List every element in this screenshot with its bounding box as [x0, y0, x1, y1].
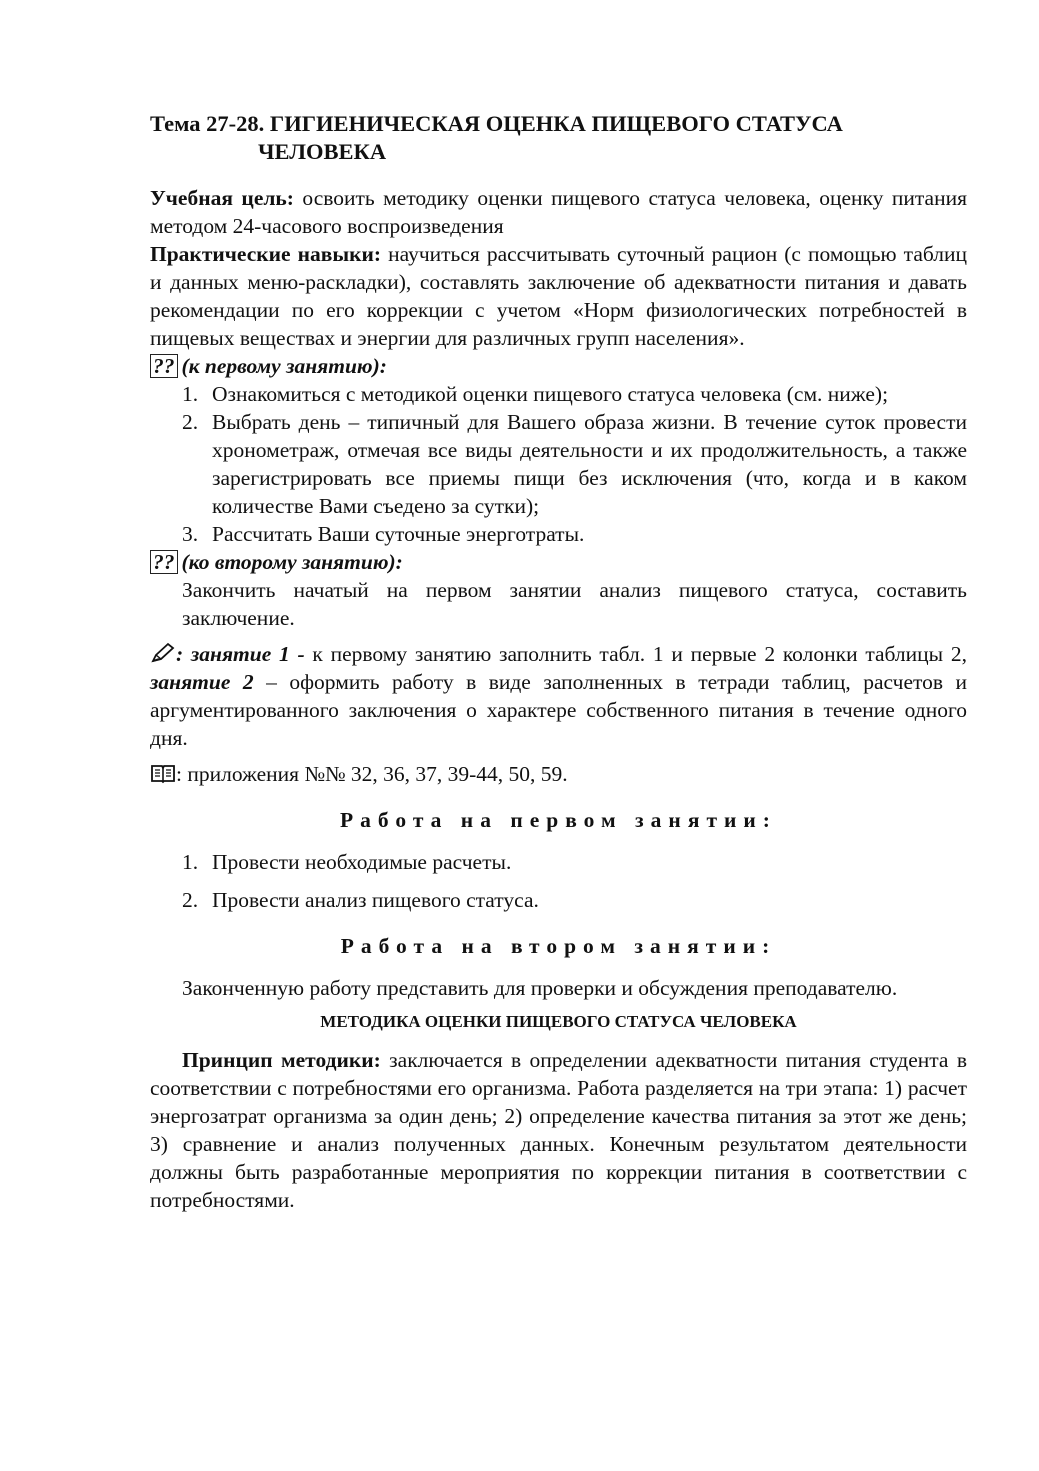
method-paragraph	[150, 1046, 967, 1214]
task-text-2: – оформить работу в виде заполненных в тетради таблиц, расчетов и аргументированного заключения о характере собственного питания в течение одного дня.	[150, 670, 968, 750]
task-text-1: к первому занятию заполнить табл. 1 и первые 2 колонки таблицы 2,	[304, 642, 967, 666]
work-first-list	[150, 848, 967, 914]
goal-label: Учебная цель:	[150, 186, 294, 210]
goal-paragraph	[150, 184, 967, 240]
list-item	[150, 886, 967, 914]
skills-text: научиться рассчитывать суточный рацион (с помощью таблиц и данных меню-раскладки), составлять заключение об адекватности питания и давать рекомендации по его коррекции с учетом «Норм физиологических потребностей в пищевых веществах и энергии для различных групп населения».	[150, 242, 968, 350]
list-item-text: Ознакомиться с методикой оценки пищевого статуса человека (см. ниже);	[212, 382, 889, 406]
list-item-number: 2.	[182, 888, 199, 912]
book-icon	[150, 762, 176, 784]
title-line-2: ЧЕЛОВЕКА	[258, 139, 387, 164]
list-item-text: Провести анализ пищевого статуса.	[212, 888, 539, 912]
work-second-text: Законченную работу представить для проверки и обсуждения преподавателю.	[182, 976, 898, 1000]
goal-text: освоить методику оценки пищевого статуса человека, оценку питания методом 24-часового воспроизведения	[150, 186, 967, 238]
list-item-number: 1.	[182, 850, 199, 874]
page-title	[150, 110, 967, 166]
task-paragraph	[150, 640, 967, 752]
list-item	[150, 380, 967, 408]
question-mark-icon: ??	[150, 550, 178, 574]
method-title: МЕТОДИКА ОЦЕНКИ ПИЩЕВОГО СТАТУСА ЧЕЛОВЕКА	[320, 1012, 797, 1031]
second-lesson-heading-text: (ко второму занятию):	[181, 550, 403, 574]
method-text: заключается в определении адекватности питания студента в соответствии с потребностями его организма. Работа разделяется на три этапа: 1) расчет энергозатрат организма за один день; 2) определение качества питания за этот же день; 3) сравнение и анализ полученных данных. Конечным результатом деятельности должны быть разработанные мероприятия по коррекции питания в соответствии с потребностями.	[150, 1048, 967, 1212]
pencil-icon	[150, 642, 176, 664]
list-item-text: Провести необходимые расчеты.	[212, 850, 512, 874]
second-lesson-text: Закончить начатый на первом занятии анализ пищевого статуса, составить заключение.	[182, 578, 967, 630]
question-mark-icon: ??	[150, 354, 178, 378]
skills-label: Практические навыки:	[150, 242, 382, 266]
first-lesson-list	[150, 380, 967, 548]
title-line-1: Тема 27-28. ГИГИЕНИЧЕСКАЯ ОЦЕНКА ПИЩЕВОГО СТАТУСА	[150, 111, 843, 136]
work-second-heading: Работа на втором занятии:	[340, 934, 777, 958]
work-first-heading: Работа на первом занятии:	[340, 808, 777, 832]
list-item	[150, 408, 967, 520]
method-label: Принцип методики:	[182, 1048, 381, 1072]
list-item-text: Рассчитать Ваши суточные энерготраты.	[212, 522, 585, 546]
list-item	[150, 848, 967, 876]
list-item	[150, 520, 967, 548]
second-lesson-heading	[150, 548, 967, 576]
appendix-text: : приложения №№ 32, 36, 37, 39-44, 50, 59.	[176, 762, 568, 786]
skills-paragraph	[150, 240, 967, 352]
first-lesson-heading	[150, 352, 967, 380]
list-item-number: 3.	[182, 522, 199, 546]
list-item-text: Выбрать день – типичный для Вашего образа жизни. В течение суток провести хронометраж, отмечая все виды деятельности и их продолжительность, а также зарегистрировать все приемы пищи без исключения (что, когда и в каком количестве Вами съедено за сутки);	[212, 410, 967, 518]
task-label-1: : занятие 1 -	[176, 642, 305, 666]
list-item-number: 2.	[182, 410, 199, 434]
appendix-line	[150, 760, 967, 788]
list-item-number: 1.	[182, 382, 199, 406]
first-lesson-heading-text: (к первому занятию):	[181, 354, 387, 378]
task-label-2: занятие 2	[150, 670, 254, 694]
